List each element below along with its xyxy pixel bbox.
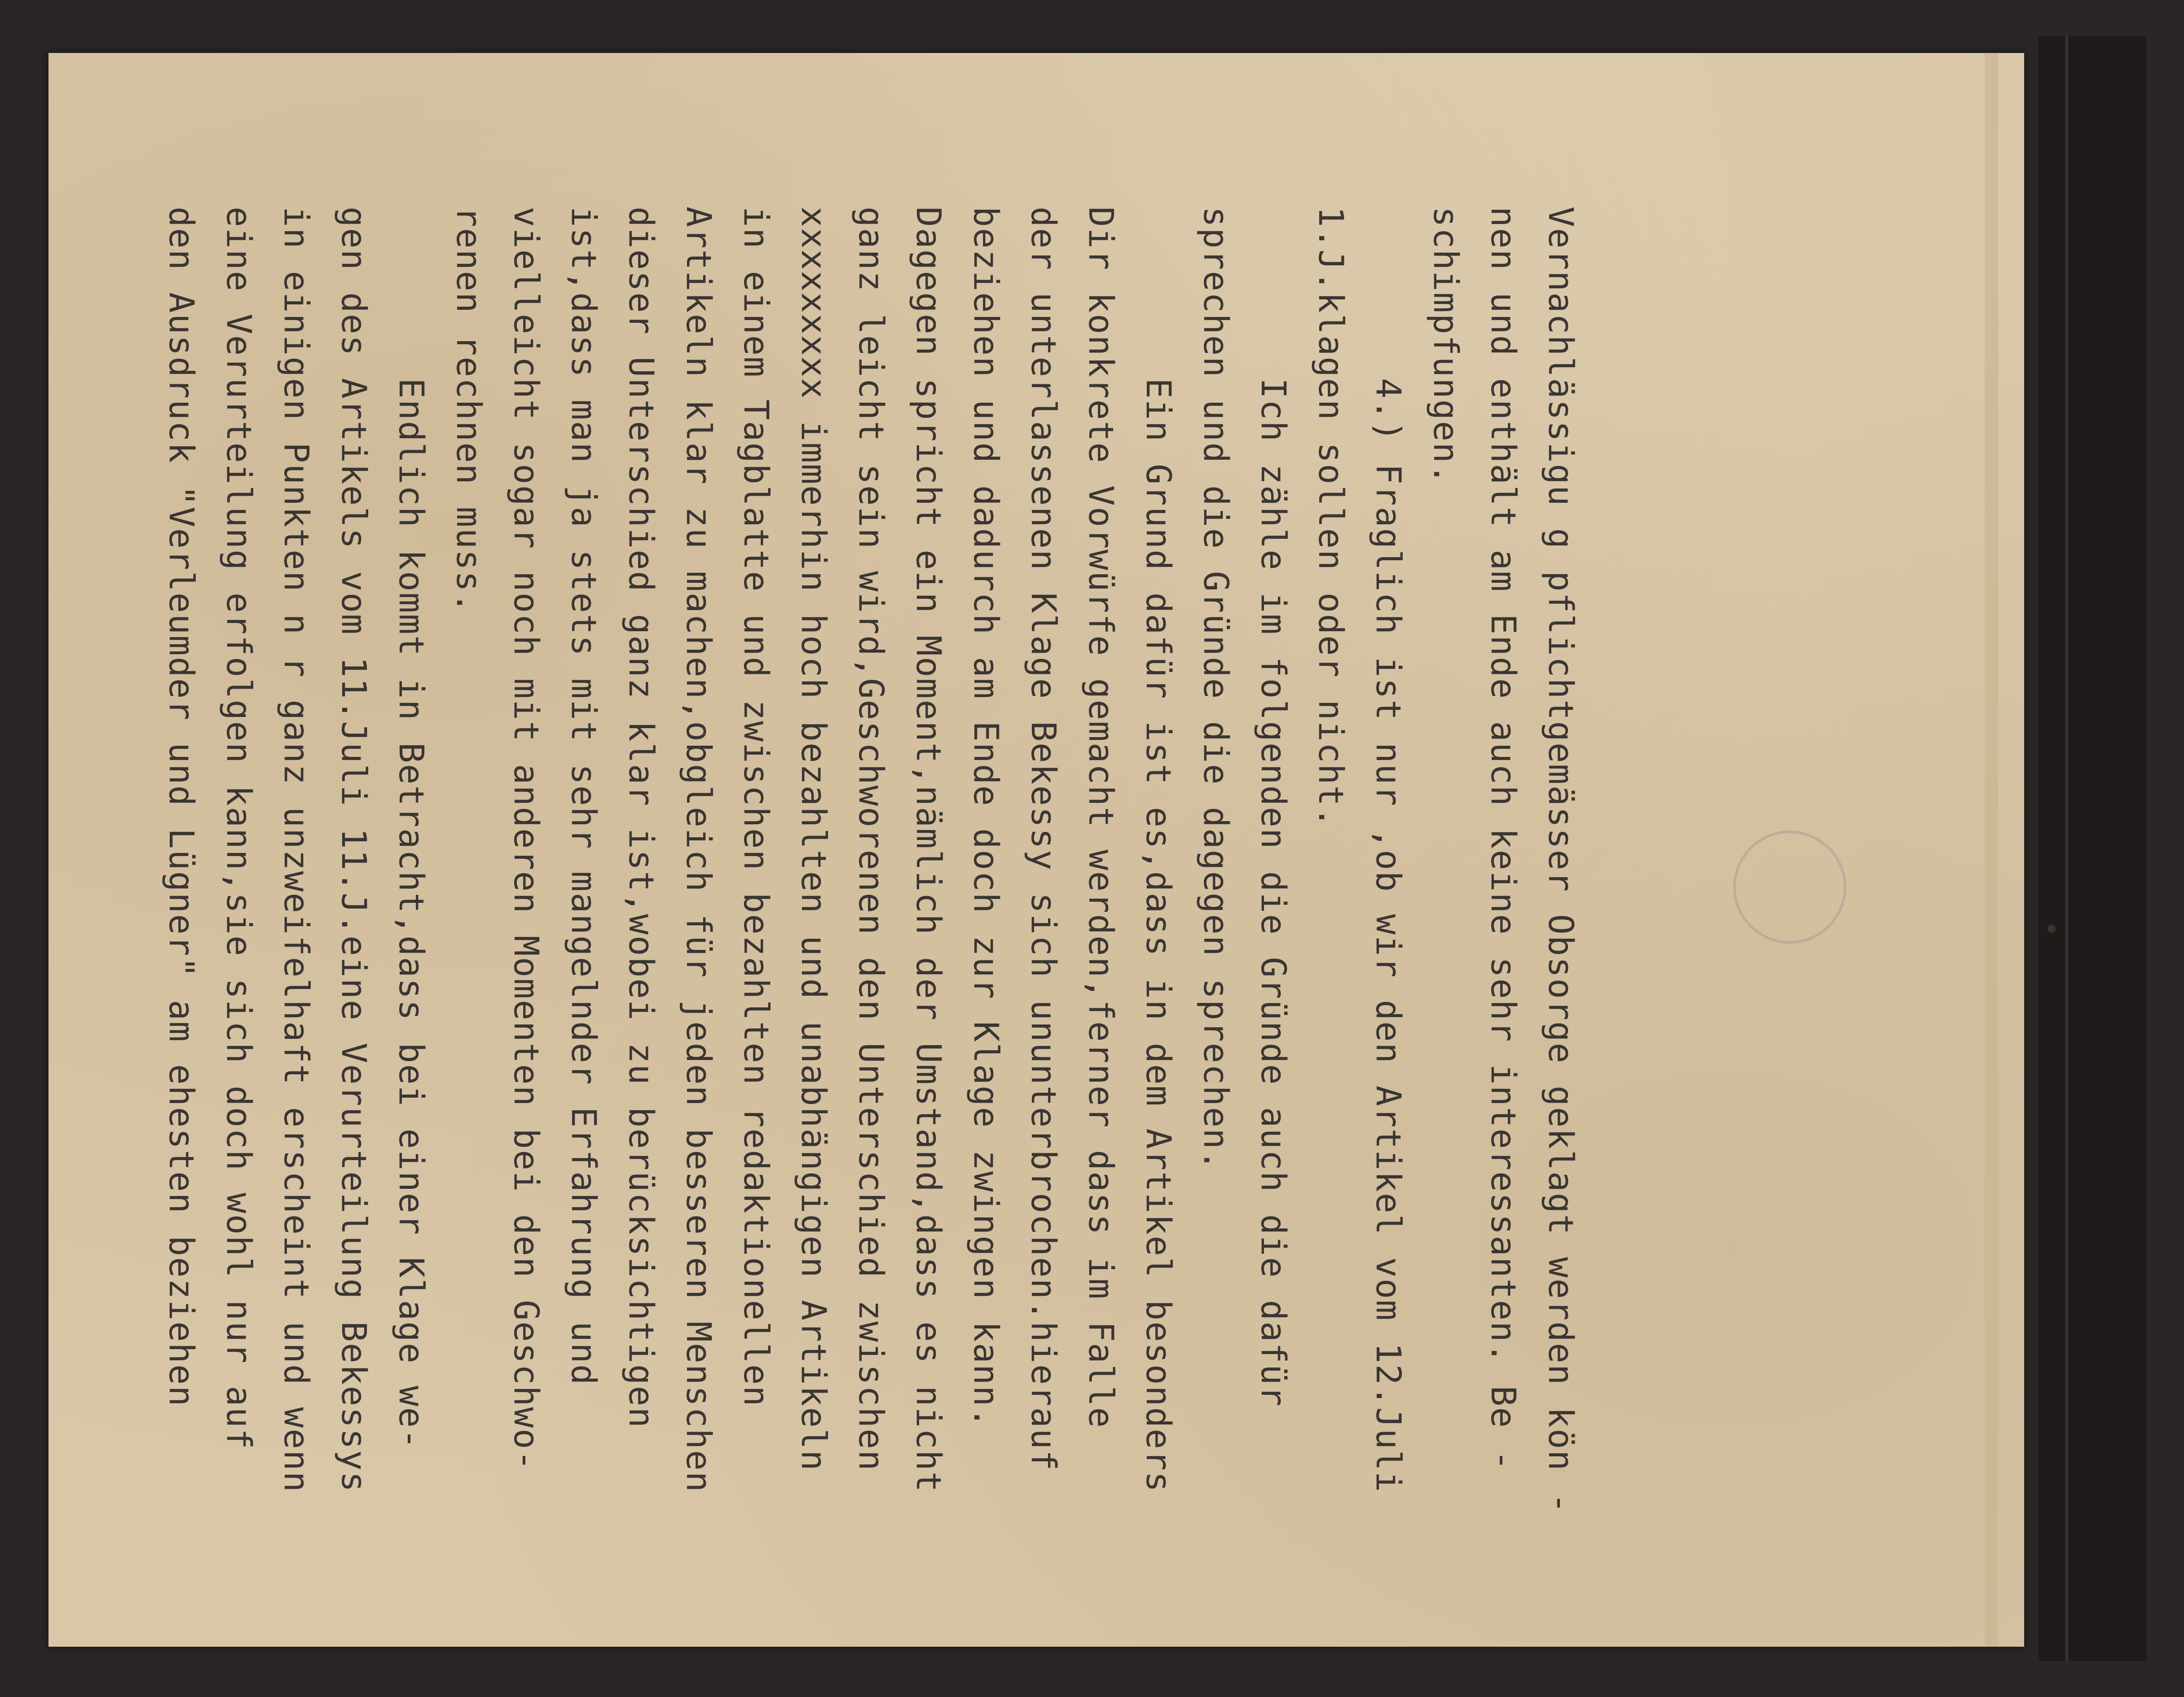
typed-text-block (162, 207, 1590, 1515)
scanner-edge-line (2065, 36, 2068, 1661)
text-line: in einigen Punkten n r ganz unzweifelhaft erscheint und wenn (277, 207, 317, 1493)
text-line: Artikeln klar zu machen,obgleich für jeden besseren Menschen (679, 207, 719, 1493)
text-line: nen und enthält am Ende auch keine sehr interessanten. Be - (1484, 207, 1524, 1472)
text-line: gen des Artikels vom 11.Juli 11.J.eine Verurteilung Bekessys (334, 207, 374, 1493)
text-line: den Ausdruck "Verleumder und Lügner" am ehesten beziehen (162, 207, 202, 1407)
text-line: 1.J.klagen sollen oder nicht. (1311, 207, 1351, 828)
text-line: ganz leicht sein wird,Geschworenen den Unterschied zwischen (851, 207, 891, 1472)
text-line: Endlich kommt in Betracht,dass bei einer Klage we- (392, 207, 432, 1450)
text-line: Ich zähle im folgenden die Gründe auch die dafür (1254, 207, 1294, 1407)
text-line: dieser Unterschied ganz klar ist,wobei zu berücksichtigen (621, 207, 661, 1429)
text-line: der unterlassenen Klage Bekessy sich ununterbrochen.hierauf (1024, 207, 1064, 1472)
faded-stamp (1733, 831, 1846, 944)
text-line: 4.) Fraglich ist nur ,ob wir den Artikel vom 12.Juli (1369, 207, 1409, 1493)
text-line: vielleicht sogar noch mit anderen Momenten bei den Geschwo- (506, 207, 546, 1472)
paper-mark (2048, 925, 2056, 933)
text-line: Ein Grund dafür ist es,dass in dem Artikel besonders (1139, 207, 1179, 1493)
text-line: ist,dass man ja stets mit sehr mangelnder Erfahrung und (564, 207, 604, 1386)
text-line: Vernachlässigu g pflichtgemässer Obsorge geklagt werden kön - (1541, 207, 1581, 1515)
text-line: Dir konkrete Vorwürfe gemacht werden,ferner dass im Falle (1081, 207, 1121, 1429)
text-line: beziehen und dadurch am Ende doch zur Klage zwingen kann. (966, 207, 1006, 1429)
text-line: xxxxxxxxx immerhin hoch bezahlten und unabhängigen Artikeln (794, 207, 834, 1472)
page-edge (1985, 53, 1998, 1647)
scanner-edge (2039, 36, 2146, 1661)
text-line: schimpfungen. (1426, 207, 1466, 485)
text-line: Dagegen spricht ein Moment,nämlich der Umstand,dass es nicht (909, 207, 949, 1493)
typed-text-lines (162, 207, 1590, 1515)
text-line: renen rechnen muss. (449, 207, 489, 614)
text-line: eine Verurteilung erfolgen kann,sie sich doch wohl nur auf (219, 207, 259, 1450)
text-line: sprechen und die Gründe die dagegen sprechen. (1196, 207, 1236, 1172)
text-line: in einem Tagblatte und zwischen bezahlten redaktionellen (736, 207, 776, 1407)
